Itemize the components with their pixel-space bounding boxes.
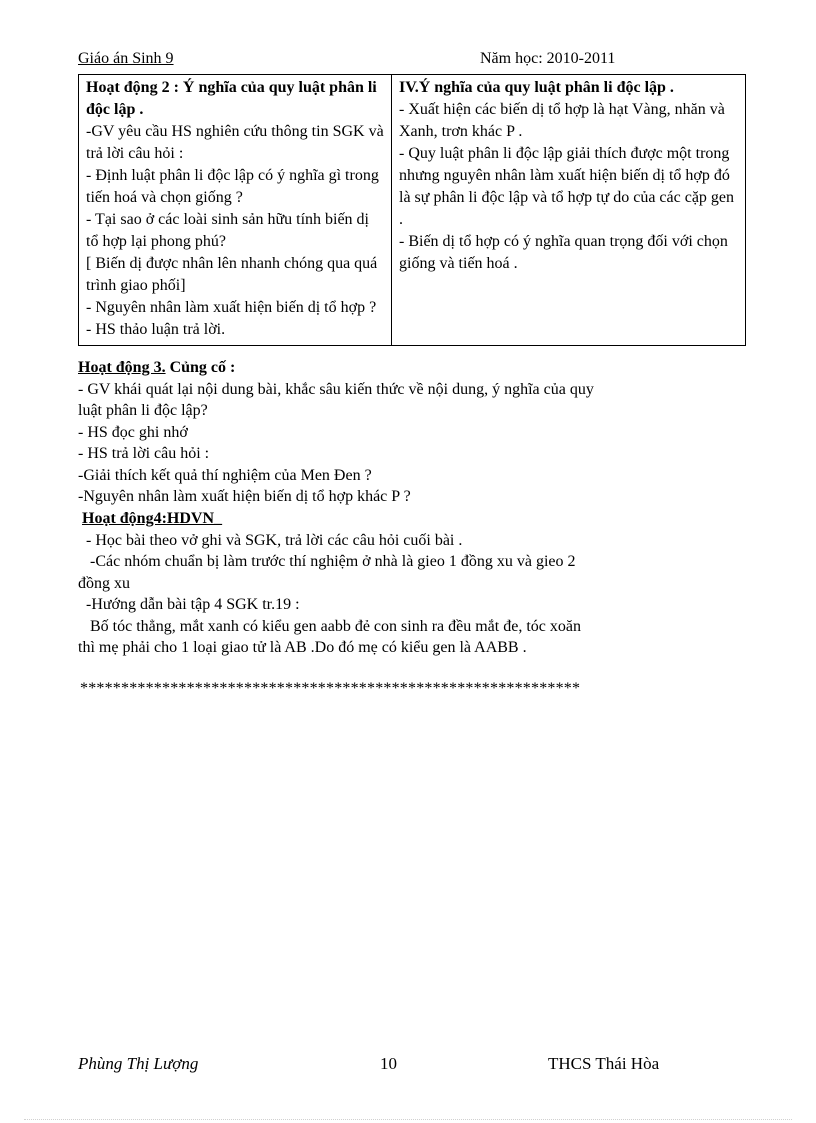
right-cell bbox=[392, 75, 746, 346]
activity3-line: - GV khái quát lại nội dung bài, khắc sâu kiến thức về nội dung, ý nghĩa của quy bbox=[78, 380, 594, 398]
left-cell-line: - Tại sao ở các loài sinh sản hữu tính biến dị tổ hợp lại phong phú? bbox=[86, 211, 369, 250]
page-bottom-divider bbox=[24, 1119, 792, 1120]
activity3-line: -Giải thích kết quả thí nghiệm của Men Đen ? bbox=[78, 466, 372, 484]
footer-school: THCS Thái Hòa bbox=[548, 1054, 660, 1073]
activity3-title-main: Hoạt động 3. bbox=[78, 359, 166, 376]
right-cell-line: - Biến dị tổ hợp có ý nghĩa quan trọng đối với chọn giống và tiến hoá . bbox=[399, 233, 728, 272]
activity3-line: -Nguyên nhân làm xuất hiện biến dị tổ hợp khác P ? bbox=[78, 488, 411, 505]
activity3-title-rest: Củng cố : bbox=[165, 359, 236, 376]
header-subject: Giáo án Sinh 9 bbox=[78, 50, 174, 67]
section-iv-title: IV.Ý nghĩa của quy luật phân li độc lập . bbox=[399, 79, 674, 96]
left-cell-line: - Định luật phân li độc lập có ý nghĩa gì trong tiến hoá và chọn giống ? bbox=[86, 167, 379, 206]
activity3-line: luật phân li độc lập? bbox=[78, 402, 208, 419]
activity3-line: - HS trả lời câu hỏi : bbox=[78, 445, 210, 462]
activity4-line: -Các nhóm chuẩn bị làm trước thí nghiệm ở nhà là gieo 1 đồng xu và gieo 2 bbox=[78, 553, 576, 570]
separator-stars: ************************************************************* bbox=[80, 680, 581, 697]
activity4-line: đồng xu bbox=[78, 574, 130, 592]
activity4-line: - Học bài theo vở ghi và SGK, trả lời các câu hỏi cuối bài . bbox=[78, 531, 463, 549]
left-cell bbox=[79, 75, 392, 346]
activity4-line: -Hướng dẫn bài tập 4 SGK tr.19 : bbox=[78, 596, 300, 613]
table-row bbox=[79, 75, 746, 346]
activity4-line: thì mẹ phải cho 1 loại giao tử là AB .Do đó mẹ có kiểu gen là AABB . bbox=[78, 639, 527, 656]
left-cell-line: [ Biến dị được nhân lên nhanh chóng qua quá trình giao phối] bbox=[86, 255, 378, 294]
footer-author: Phùng Thị Lượng bbox=[78, 1054, 199, 1073]
activity3-title bbox=[78, 357, 718, 379]
activity4-line: Bố tóc thẳng, mắt xanh có kiểu gen aabb đẻ con sinh ra đều mắt đe, tóc xoăn bbox=[78, 617, 581, 635]
activity3-section bbox=[78, 357, 718, 508]
header-school-year: Năm học: 2010-2011 bbox=[480, 50, 616, 67]
footer-page-number: 10 bbox=[380, 1054, 397, 1073]
left-cell-line: - HS thảo luận trả lời. bbox=[86, 321, 226, 338]
left-cell-line: -GV yêu cầu HS nghiên cứu thông tin SGK và trả lời câu hỏi : bbox=[86, 123, 384, 162]
right-cell-line: - Quy luật phân li độc lập giải thích được một trong nhưng nguyên nhân làm xuất hiện biến dị tổ hợp đó là sự phân li độc lập và tổ hợp tự do của các cặp gen . bbox=[399, 145, 735, 228]
activity3-line: - HS đọc ghi nhớ bbox=[78, 423, 188, 441]
activity4-section bbox=[78, 508, 718, 659]
left-cell-line: - Nguyên nhân làm xuất hiện biến dị tổ hợp ? bbox=[86, 299, 377, 316]
right-cell-line: - Xuất hiện các biến dị tổ hợp là hạt Vàng, nhăn và Xanh, trơn khác P . bbox=[399, 101, 725, 140]
activity4-title: Hoạt động4:HDVN_ bbox=[82, 510, 223, 527]
activity2-title: Hoạt động 2 : Ý nghĩa của quy luật phân li độc lập . bbox=[86, 79, 377, 118]
lesson-table bbox=[78, 74, 746, 346]
